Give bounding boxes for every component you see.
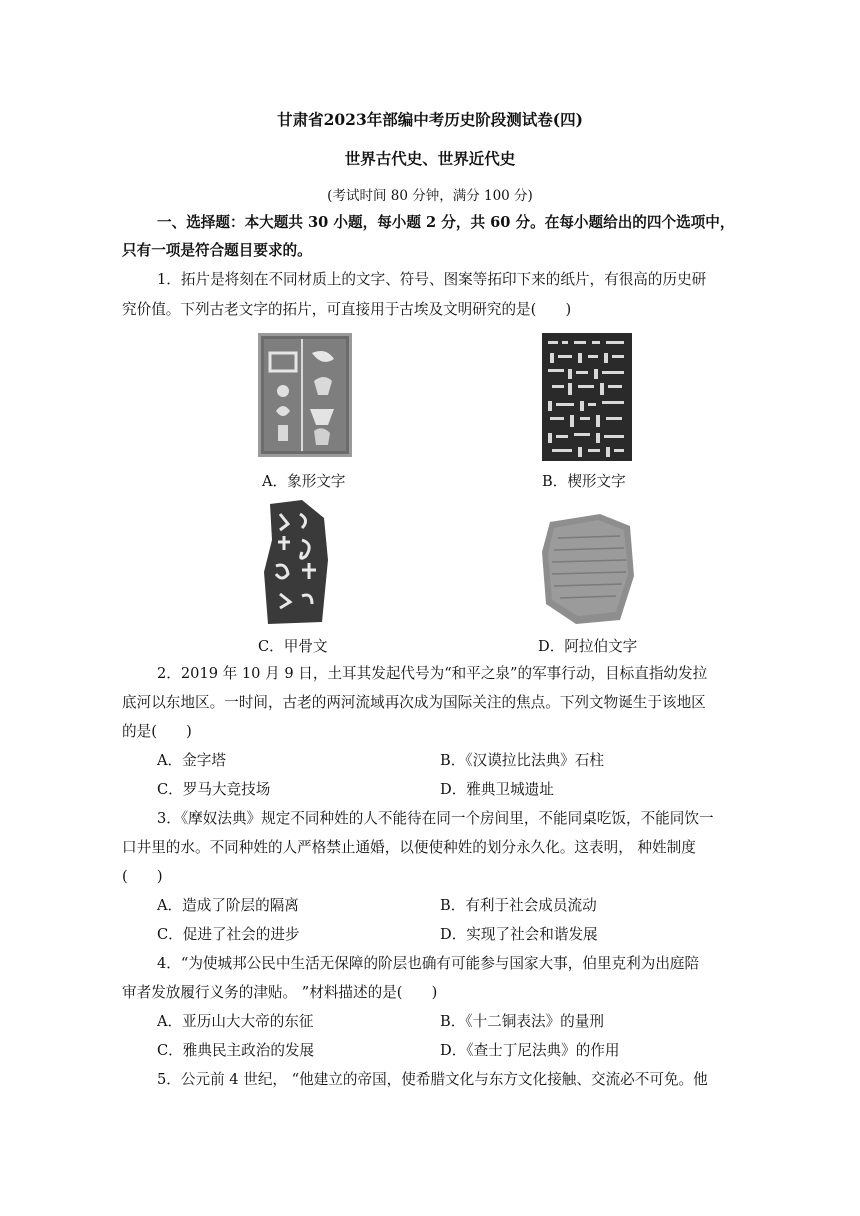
q1-option-b: B．楔形文字	[542, 473, 626, 490]
cuneiform-rubbing-image	[542, 333, 632, 461]
q3-option-c: C．促进了社会的进步	[157, 926, 300, 943]
q2-option-a: A．金字塔	[157, 752, 226, 769]
exam-note: (考试时间 80 分钟，满分 100 分)	[327, 188, 533, 204]
q2-line-3: 的是( )	[122, 723, 192, 740]
q2-line-1: 2．2019 年 10 月 9 日，土耳其发起代号为“和平之泉”的军事行动，目标直指幼发拉	[157, 665, 708, 682]
q1-line-2: 究价值。下列古老文字的拓片，可直接用于古埃及文明研究的是( )	[122, 301, 572, 318]
q2-option-d: D．雅典卫城遗址	[440, 781, 554, 798]
q1-option-d: D．阿拉伯文字	[538, 638, 638, 655]
q3-option-d: D．实现了社会和谐发展	[440, 926, 598, 943]
exam-title: 甘肃省2023年部编中考历史阶段测试卷(四)	[277, 110, 583, 129]
q4-option-a: A．亚历山大大帝的东征	[157, 1013, 314, 1030]
q4-line-1: 4．“为使城邦公民中生活无保障的阶层也确有可能参与国家大事，伯里克利为出庭陪	[157, 955, 700, 972]
oracle-bone-rubbing-image	[262, 500, 330, 624]
q3-line-3: ( )	[122, 868, 163, 885]
q3-option-a: A．造成了阶层的隔离	[157, 897, 299, 914]
q1-line-1: 1．拓片是将刻在不同材质上的文字、符号、图案等拓印下来的纸片，有很高的历史研	[157, 271, 707, 288]
q4-option-b: B．《十二铜表法》的量刑	[440, 1013, 604, 1030]
q4-line-2: 审者发放履行义务的津贴。 ”材料描述的是( )	[122, 984, 438, 1001]
q4-option-d: D．《查士丁尼法典》的作用	[440, 1042, 620, 1059]
section-heading-line-1: 一、选择题：本大题共 30 小题，每小题 2 分，共 60 分。在每小题给出的四个选项中，	[157, 214, 735, 231]
q3-option-b: B．有利于社会成员流动	[440, 897, 597, 914]
hieroglyph-rubbing-image	[258, 333, 352, 457]
arabic-script-rubbing-image	[540, 512, 636, 624]
q2-option-b: B．《汉谟拉比法典》石柱	[440, 752, 604, 769]
exam-subtitle: 世界古代史、世界近代史	[344, 149, 516, 168]
q4-option-c: C．雅典民主政治的发展	[157, 1042, 315, 1059]
q1-option-c: C．甲骨文	[258, 638, 328, 655]
q1-option-a: A．象形文字	[262, 473, 346, 490]
q2-line-2: 底河以东地区。一时间，古老的两河流域再次成为国际关注的焦点。下列文物诞生于该地区	[122, 694, 706, 711]
q2-option-c: C．罗马大竞技场	[157, 781, 271, 798]
q3-line-2: 口井里的水。不同种姓的人严格禁止通婚，以便使种姓的划分永久化。这表明， 种姓制度	[122, 839, 696, 856]
q5-line-1: 5．公元前 4 世纪， “他建立的帝国，使希腊文化与东方文化接触、交流必不可免。他	[157, 1071, 708, 1088]
section-heading-line-2: 只有一项是符合题目要求的。	[122, 242, 312, 259]
q3-line-1: 3．《摩奴法典》规定不同种姓的人不能待在同一个房间里，不能同桌吃饭，不能同饮一	[157, 810, 714, 827]
